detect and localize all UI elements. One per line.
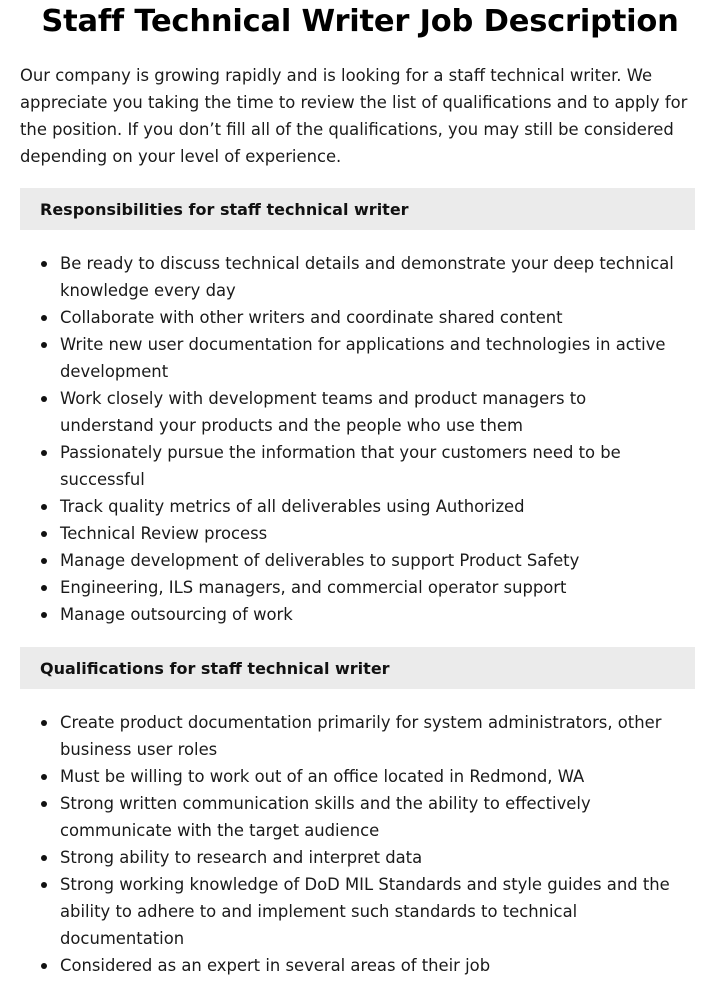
intro-paragraph: Our company is growing rapidly and is looking for a staff technical writer. We appreciate you taking the time to review the list of qualifications and to apply for the position. If you don’t fill all of the qualifications, you may still be considered depending on your level of experience. (20, 66, 688, 166)
list-item: Write new user documentation for applications and technologies in active development (20, 331, 695, 385)
list-item: Strong working knowledge of DoD MIL Standards and style guides and the ability to adhere to and implement such standards to technical documentation (20, 871, 695, 952)
list-item: Collaborate with other writers and coordinate shared content (20, 304, 695, 331)
responsibilities-heading: Responsibilities for staff technical writer (20, 188, 695, 230)
list-item: Considered as an expert in several areas of their job (20, 952, 695, 979)
list-item: Manage outsourcing of work (20, 601, 695, 628)
list-item: Track quality metrics of all deliverables using Authorized (20, 493, 695, 520)
page-title: Staff Technical Writer Job Description (41, 4, 679, 39)
list-item: Be ready to discuss technical details and demonstrate your deep technical knowledge every day (20, 250, 695, 304)
qualifications-list (20, 709, 695, 979)
list-item: Must be willing to work out of an office located in Redmond, WA (20, 763, 695, 790)
responsibilities-list (20, 250, 695, 628)
qualifications-heading: Qualifications for staff technical writer (20, 647, 695, 689)
list-item: Strong written communication skills and the ability to effectively communicate with the target audience (20, 790, 695, 844)
list-item: Passionately pursue the information that your customers need to be successful (20, 439, 695, 493)
list-item: Strong ability to research and interpret data (20, 844, 695, 871)
list-item: Create product documentation primarily for system administrators, other business user roles (20, 709, 695, 763)
list-item: Manage development of deliverables to support Product Safety (20, 547, 695, 574)
list-item: Engineering, ILS managers, and commercial operator support (20, 574, 695, 601)
list-item: Work closely with development teams and product managers to understand your products and the people who use them (20, 385, 695, 439)
list-item: Technical Review process (20, 520, 695, 547)
